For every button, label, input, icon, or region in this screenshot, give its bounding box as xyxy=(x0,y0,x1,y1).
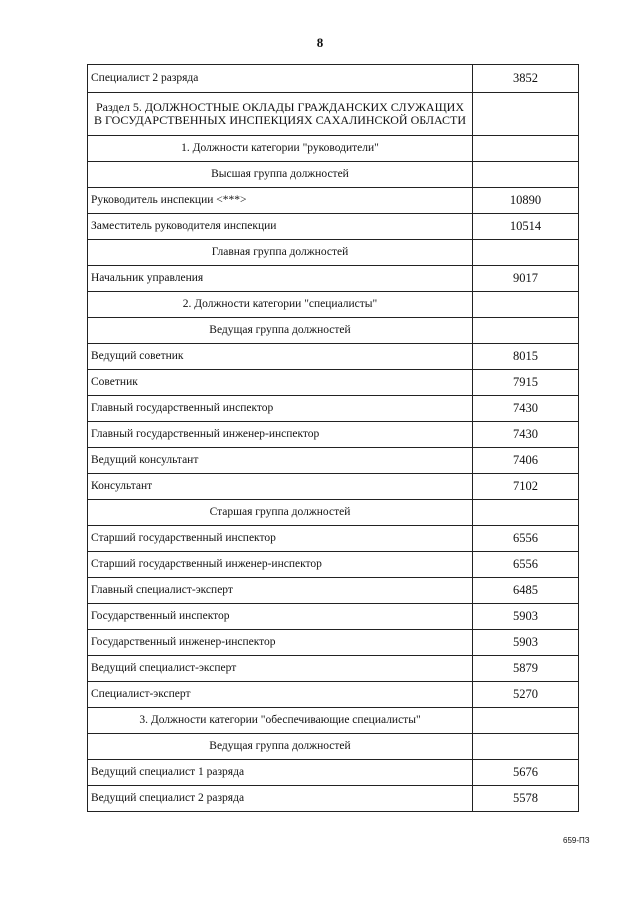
salary-value: 5676 xyxy=(473,760,579,786)
salary-value: 7102 xyxy=(473,474,579,500)
group-row xyxy=(88,500,579,526)
table-row xyxy=(88,552,579,578)
salary-value: 10890 xyxy=(473,188,579,214)
salary-value: 5903 xyxy=(473,630,579,656)
salary-value xyxy=(473,708,579,734)
position-name: Консультант xyxy=(88,474,473,500)
salary-value xyxy=(473,136,579,162)
position-name: Старший государственный инженер-инспектор xyxy=(88,552,473,578)
group-row xyxy=(88,734,579,760)
group-row xyxy=(88,240,579,266)
table-row xyxy=(88,604,579,630)
table-row xyxy=(88,474,579,500)
salary-value: 7430 xyxy=(473,422,579,448)
table-row xyxy=(88,760,579,786)
document-code: 659-ПЗ xyxy=(563,836,590,845)
salary-value: 5879 xyxy=(473,656,579,682)
table-row xyxy=(88,448,579,474)
section-title: Раздел 5. ДОЛЖНОСТНЫЕ ОКЛАДЫ ГРАЖДАНСКИХ СЛУЖАЩИХ В ГОСУДАРСТВЕННЫХ ИНСПЕКЦИЯХ САХАЛИНСКОЙ ОБЛАСТИ xyxy=(88,93,473,136)
salary-value xyxy=(473,240,579,266)
table-row xyxy=(88,630,579,656)
salary-value: 6485 xyxy=(473,578,579,604)
salary-value: 5270 xyxy=(473,682,579,708)
position-name: Ведущий специалист 1 разряда xyxy=(88,760,473,786)
position-name: Главный специалист-эксперт xyxy=(88,578,473,604)
section-heading-row xyxy=(88,93,579,136)
table-row xyxy=(88,266,579,292)
salary-value xyxy=(473,162,579,188)
group-title: Ведущая группа должностей xyxy=(88,734,473,760)
salary-value: 6556 xyxy=(473,526,579,552)
category-title: 1. Должности категории "руководители" xyxy=(88,136,473,162)
category-title: 2. Должности категории "специалисты" xyxy=(88,292,473,318)
table-row xyxy=(88,578,579,604)
table-row xyxy=(88,396,579,422)
position-name: Ведущий консультант xyxy=(88,448,473,474)
position-name: Специалист 2 разряда xyxy=(88,65,473,93)
position-name: Ведущий советник xyxy=(88,344,473,370)
salary-value xyxy=(473,318,579,344)
salary-value: 9017 xyxy=(473,266,579,292)
group-title: Ведущая группа должностей xyxy=(88,318,473,344)
group-row xyxy=(88,162,579,188)
position-name: Заместитель руководителя инспекции xyxy=(88,214,473,240)
page-number: 8 xyxy=(316,35,324,50)
category-row xyxy=(88,292,579,318)
salary-value: 7430 xyxy=(473,396,579,422)
salary-value: 3852 xyxy=(473,65,579,93)
position-name: Государственный инженер-инспектор xyxy=(88,630,473,656)
salary-value: 5903 xyxy=(473,604,579,630)
position-name: Главный государственный инженер-инспектор xyxy=(88,422,473,448)
table-row xyxy=(88,786,579,812)
position-name: Ведущий специалист-эксперт xyxy=(88,656,473,682)
salary-table xyxy=(87,64,579,812)
salary-value: 7406 xyxy=(473,448,579,474)
salary-value: 7915 xyxy=(473,370,579,396)
table-row xyxy=(88,656,579,682)
salary-value xyxy=(473,734,579,760)
group-title: Главная группа должностей xyxy=(88,240,473,266)
table-row xyxy=(88,344,579,370)
table-row xyxy=(88,682,579,708)
salary-value: 10514 xyxy=(473,214,579,240)
position-name: Ведущий специалист 2 разряда xyxy=(88,786,473,812)
table-row xyxy=(88,422,579,448)
salary-value xyxy=(473,93,579,136)
salary-value xyxy=(473,292,579,318)
table-row xyxy=(88,65,579,93)
category-title: 3. Должности категории "обеспечивающие специалисты" xyxy=(88,708,473,734)
salary-value: 5578 xyxy=(473,786,579,812)
salary-value: 8015 xyxy=(473,344,579,370)
group-title: Старшая группа должностей xyxy=(88,500,473,526)
table-row xyxy=(88,214,579,240)
category-row xyxy=(88,136,579,162)
table-row xyxy=(88,188,579,214)
category-row xyxy=(88,708,579,734)
position-name: Советник xyxy=(88,370,473,396)
position-name: Старший государственный инспектор xyxy=(88,526,473,552)
salary-value xyxy=(473,500,579,526)
position-name: Государственный инспектор xyxy=(88,604,473,630)
position-name: Специалист-эксперт xyxy=(88,682,473,708)
group-title: Высшая группа должностей xyxy=(88,162,473,188)
table-row xyxy=(88,370,579,396)
group-row xyxy=(88,318,579,344)
table-row xyxy=(88,526,579,552)
position-name: Начальник управления xyxy=(88,266,473,292)
position-name: Руководитель инспекции <***> xyxy=(88,188,473,214)
salary-value: 6556 xyxy=(473,552,579,578)
position-name: Главный государственный инспектор xyxy=(88,396,473,422)
